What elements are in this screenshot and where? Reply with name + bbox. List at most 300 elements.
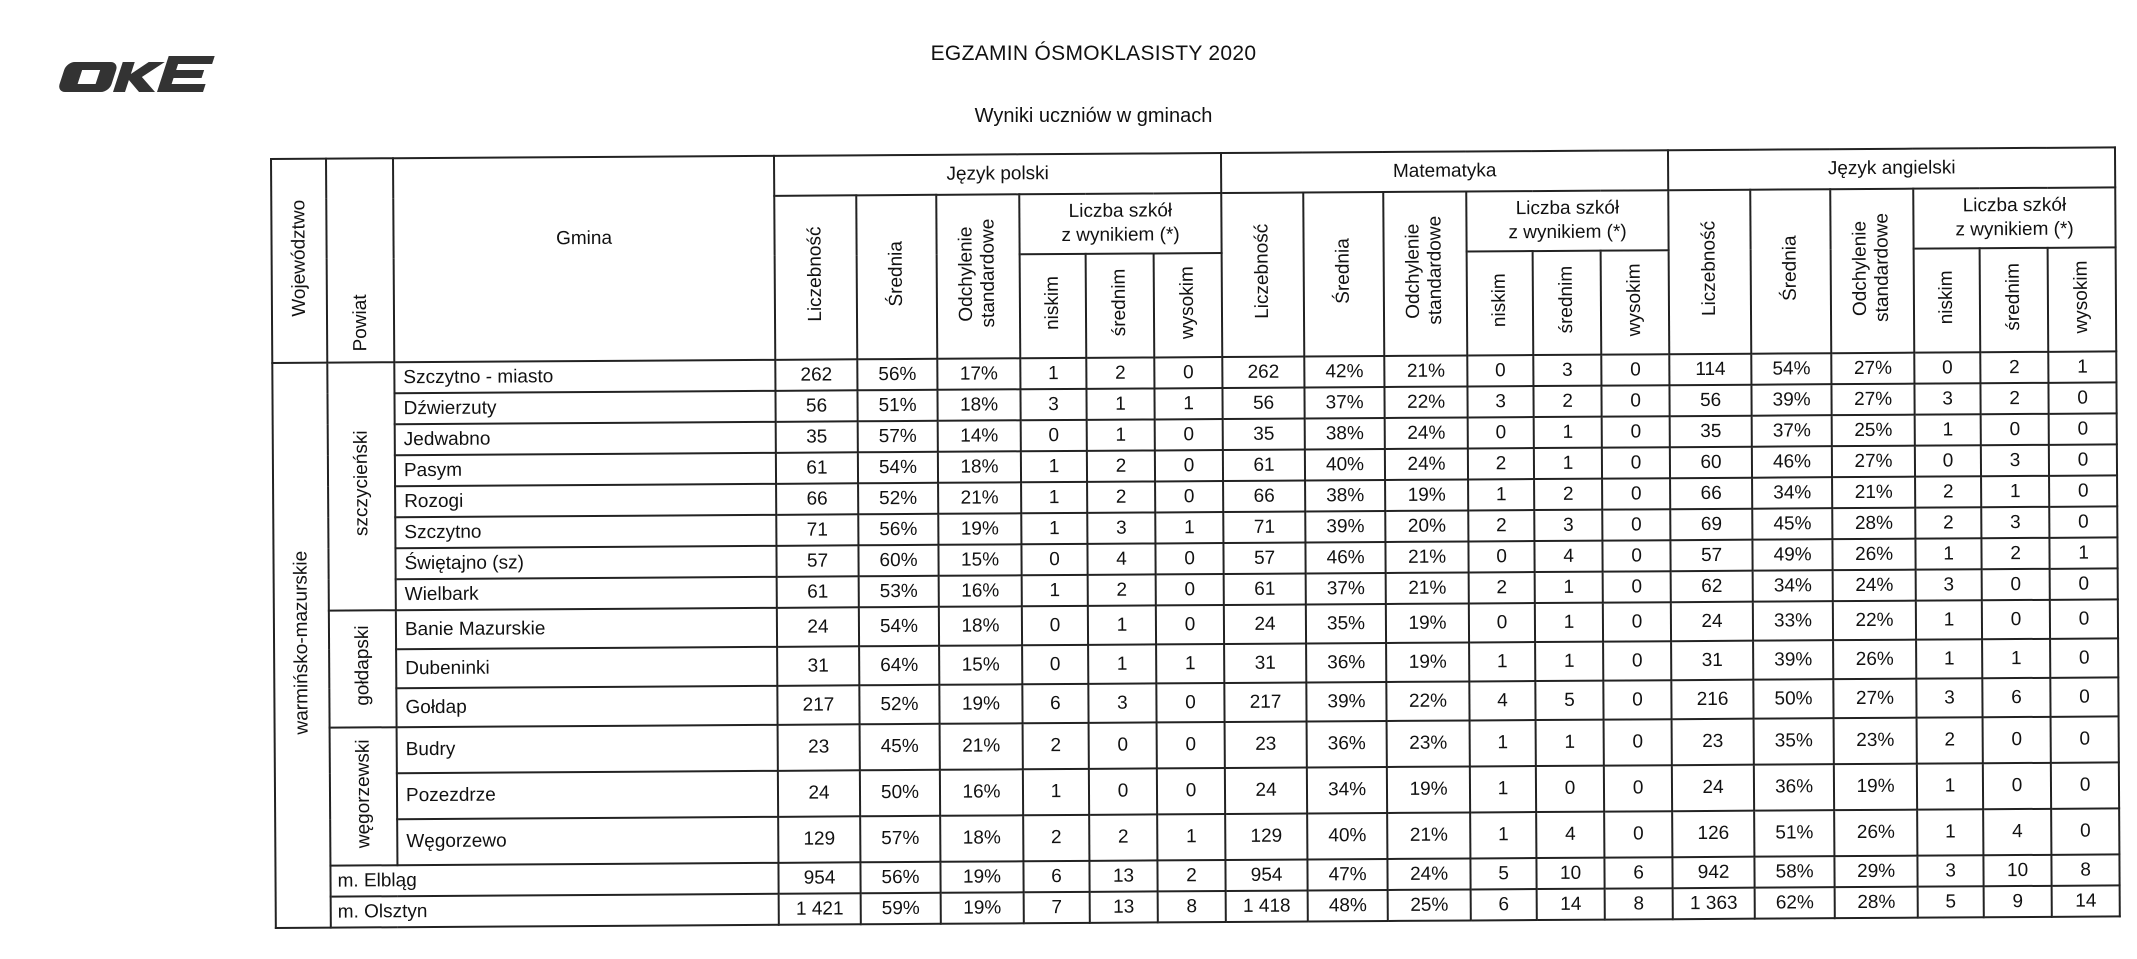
mat-value-cell: 1 bbox=[1534, 417, 1602, 448]
header-gmina: Gmina bbox=[393, 156, 775, 362]
ang-value-cell: 57 bbox=[1671, 540, 1753, 572]
ang-value-cell: 0 bbox=[2049, 475, 2117, 506]
mat-value-cell: 61 bbox=[1223, 450, 1305, 482]
header-ang-srednim: średnim bbox=[1980, 248, 2049, 352]
pl-value-cell: 0 bbox=[1155, 481, 1223, 512]
pl-value-cell: 2 bbox=[1087, 450, 1155, 481]
pl-value-cell: 57% bbox=[858, 421, 938, 453]
pl-value-cell: 31 bbox=[777, 646, 859, 686]
ang-value-cell: 14 bbox=[2052, 885, 2120, 916]
mat-value-cell: 4 bbox=[1469, 681, 1535, 720]
wojewodztwo-cell: warmińsko-mazurskie bbox=[272, 363, 331, 928]
pl-value-cell: 52% bbox=[859, 685, 939, 725]
pl-value-cell: 3 bbox=[1087, 512, 1155, 543]
pl-value-cell: 1 bbox=[1021, 482, 1087, 513]
pl-value-cell: 8 bbox=[1158, 891, 1226, 922]
mat-value-cell: 21% bbox=[1386, 572, 1469, 604]
header-ang-odchylenie: Odchylenie standardowe bbox=[1830, 189, 1914, 354]
ang-value-cell: 28% bbox=[1835, 887, 1918, 919]
ang-value-cell: 35% bbox=[1754, 718, 1834, 765]
mat-value-cell: 1 bbox=[1469, 642, 1535, 681]
mat-value-cell: 1 bbox=[1470, 720, 1536, 766]
pl-value-cell: 3 bbox=[1020, 389, 1086, 420]
gmina-cell: Banie Mazurskie bbox=[396, 608, 777, 649]
mat-value-cell: 2 bbox=[1468, 448, 1534, 479]
pl-value-cell: 0 bbox=[1156, 683, 1224, 722]
mat-value-cell: 19% bbox=[1386, 603, 1469, 643]
pl-value-cell: 2 bbox=[1157, 860, 1225, 891]
mat-value-cell: 36% bbox=[1306, 643, 1386, 683]
pl-value-cell: 1 bbox=[1156, 644, 1224, 683]
ang-value-cell: 24 bbox=[1672, 765, 1754, 812]
ang-value-cell: 3 bbox=[1916, 569, 1982, 600]
gmina-cell: Rozogi bbox=[395, 484, 776, 517]
pl-value-cell: 0 bbox=[1022, 645, 1088, 684]
mat-value-cell: 0 bbox=[1601, 354, 1669, 385]
header-mat-odchylenie: Odchylenie standardowe bbox=[1383, 191, 1467, 356]
header-ang-srednia: Średnia bbox=[1750, 189, 1831, 353]
ang-value-cell: 126 bbox=[1672, 811, 1754, 858]
mat-value-cell: 40% bbox=[1307, 813, 1387, 860]
ang-value-cell: 0 bbox=[2050, 599, 2118, 638]
gmina-cell: Wielbark bbox=[396, 577, 777, 610]
ang-value-cell: 58% bbox=[1755, 856, 1835, 888]
ang-value-cell: 114 bbox=[1669, 354, 1751, 386]
pl-value-cell: 0 bbox=[1155, 419, 1223, 450]
ang-value-cell: 27% bbox=[1831, 353, 1914, 385]
pl-value-cell: 35 bbox=[776, 421, 858, 453]
mat-value-cell: 57 bbox=[1224, 543, 1306, 575]
gmina-cell: m. Olsztyn bbox=[331, 894, 779, 928]
ang-value-cell: 8 bbox=[2052, 854, 2120, 885]
pl-value-cell: 53% bbox=[859, 576, 939, 608]
mat-value-cell: 0 bbox=[1604, 719, 1672, 765]
ang-value-cell: 1 bbox=[1916, 600, 1982, 639]
ang-value-cell: 69 bbox=[1670, 509, 1752, 541]
ang-value-cell: 2 bbox=[1980, 352, 2048, 383]
ang-value-cell: 26% bbox=[1834, 810, 1917, 857]
ang-value-cell: 66 bbox=[1670, 478, 1752, 510]
pl-value-cell: 71 bbox=[776, 514, 858, 546]
ang-value-cell: 29% bbox=[1835, 856, 1918, 888]
mat-value-cell: 1 418 bbox=[1226, 890, 1308, 922]
mat-value-cell: 38% bbox=[1305, 480, 1385, 512]
pl-value-cell: 1 bbox=[1088, 605, 1156, 644]
ang-value-cell: 34% bbox=[1752, 477, 1832, 509]
ang-value-cell: 1 bbox=[2050, 537, 2118, 568]
mat-value-cell: 22% bbox=[1385, 386, 1468, 418]
ang-value-cell: 0 bbox=[1914, 352, 1980, 383]
pl-value-cell: 0 bbox=[1156, 605, 1224, 644]
pl-value-cell: 2 bbox=[1086, 357, 1154, 388]
pl-value-cell: 2 bbox=[1089, 814, 1157, 860]
ang-value-cell: 5 bbox=[1918, 886, 1984, 917]
ang-value-cell: 23 bbox=[1672, 719, 1754, 766]
pl-value-cell: 4 bbox=[1087, 543, 1155, 574]
pl-value-cell: 60% bbox=[858, 545, 938, 577]
ang-value-cell: 2 bbox=[1981, 383, 2049, 414]
pl-value-cell: 19% bbox=[940, 861, 1023, 893]
mat-value-cell: 3 bbox=[1534, 510, 1602, 541]
gmina-cell: m. Elbląg bbox=[330, 863, 778, 897]
mat-value-cell: 10 bbox=[1537, 858, 1605, 889]
mat-value-cell: 42% bbox=[1304, 356, 1384, 388]
mat-value-cell: 61 bbox=[1224, 574, 1306, 606]
pl-value-cell: 0 bbox=[1157, 768, 1225, 814]
header-subject-angielski: Język angielski bbox=[1668, 147, 2115, 190]
pl-value-cell: 64% bbox=[859, 646, 939, 686]
ang-value-cell: 27% bbox=[1832, 446, 1915, 478]
mat-value-cell: 0 bbox=[1469, 541, 1535, 572]
header-pl-schools: Liczba szkół z wynikiem (*) bbox=[1019, 193, 1221, 254]
gmina-cell: Dubeninki bbox=[396, 647, 777, 688]
pl-value-cell: 18% bbox=[940, 815, 1023, 862]
mat-value-cell: 5 bbox=[1535, 681, 1603, 720]
pl-value-cell: 3 bbox=[1088, 683, 1156, 722]
mat-value-cell: 4 bbox=[1535, 541, 1603, 572]
mat-value-cell: 24% bbox=[1388, 858, 1471, 890]
header-ang-niskim: niskim bbox=[1914, 248, 1981, 352]
ang-value-cell: 1 bbox=[1917, 763, 1983, 809]
mat-value-cell: 37% bbox=[1306, 573, 1386, 605]
ang-value-cell: 2 bbox=[1982, 538, 2050, 569]
mat-value-cell: 0 bbox=[1469, 603, 1535, 642]
ang-value-cell: 26% bbox=[1833, 539, 1916, 571]
header-mat-srednim: średnim bbox=[1533, 251, 1602, 355]
powiat-cell: węgorzewski bbox=[330, 727, 398, 865]
mat-value-cell: 4 bbox=[1536, 812, 1604, 858]
pl-value-cell: 56% bbox=[860, 862, 940, 894]
pl-value-cell: 51% bbox=[857, 390, 937, 422]
pl-value-cell: 56% bbox=[857, 359, 937, 391]
pl-value-cell: 0 bbox=[1089, 768, 1157, 814]
mat-value-cell: 19% bbox=[1386, 642, 1469, 682]
ang-value-cell: 0 bbox=[2049, 506, 2117, 537]
pl-value-cell: 217 bbox=[777, 685, 859, 725]
ang-value-cell: 216 bbox=[1671, 680, 1753, 720]
pl-value-cell: 23 bbox=[778, 724, 860, 771]
powiat-cell: gołdapski bbox=[329, 610, 397, 727]
pl-value-cell: 1 bbox=[1155, 512, 1223, 543]
ang-value-cell: 56 bbox=[1670, 385, 1752, 417]
mat-value-cell: 39% bbox=[1305, 511, 1385, 543]
gmina-cell: Dźwierzuty bbox=[394, 391, 775, 424]
mat-value-cell: 47% bbox=[1308, 859, 1388, 891]
mat-value-cell: 71 bbox=[1223, 512, 1305, 544]
ang-value-cell: 26% bbox=[1833, 640, 1916, 680]
pl-value-cell: 0 bbox=[1155, 450, 1223, 481]
pl-value-cell: 1 bbox=[1020, 358, 1086, 389]
pl-value-cell: 1 421 bbox=[779, 893, 861, 925]
document-subtitle: Wyniki uczniów w gminach bbox=[974, 105, 1213, 127]
ang-value-cell: 0 bbox=[2050, 638, 2118, 677]
ang-value-cell: 33% bbox=[1753, 601, 1833, 641]
mat-value-cell: 2 bbox=[1534, 479, 1602, 510]
pl-value-cell: 21% bbox=[940, 723, 1023, 770]
pl-value-cell: 21% bbox=[938, 482, 1021, 514]
header-mat-schools: Liczba szkół z wynikiem (*) bbox=[1466, 190, 1668, 251]
mat-value-cell: 14 bbox=[1537, 889, 1605, 920]
ang-value-cell: 49% bbox=[1753, 539, 1833, 571]
ang-value-cell: 25% bbox=[1832, 415, 1915, 447]
pl-value-cell: 2 bbox=[1023, 815, 1089, 861]
ang-value-cell: 22% bbox=[1833, 601, 1916, 641]
header-ang-wysokim: wysokim bbox=[2048, 247, 2117, 351]
mat-value-cell: 0 bbox=[1468, 417, 1534, 448]
pl-value-cell: 129 bbox=[778, 816, 860, 863]
mat-value-cell: 129 bbox=[1225, 813, 1307, 860]
ang-value-cell: 4 bbox=[1983, 809, 2051, 855]
header-pl-niskim: niskim bbox=[1020, 254, 1087, 358]
pl-value-cell: 0 bbox=[1154, 357, 1222, 388]
mat-value-cell: 262 bbox=[1222, 357, 1304, 389]
mat-value-cell: 0 bbox=[1536, 766, 1604, 812]
mat-value-cell: 0 bbox=[1603, 540, 1671, 571]
pl-value-cell: 13 bbox=[1089, 860, 1157, 891]
header-mat-wysokim: wysokim bbox=[1601, 250, 1670, 354]
ang-value-cell: 3 bbox=[1916, 678, 1982, 717]
results-table bbox=[270, 146, 2121, 929]
ang-value-cell: 2 bbox=[1917, 717, 1983, 763]
pl-value-cell: 1 bbox=[1157, 814, 1225, 860]
header-powiat: Powiat bbox=[326, 158, 394, 362]
pl-value-cell: 61 bbox=[776, 452, 858, 484]
ang-value-cell: 0 bbox=[2050, 677, 2118, 716]
mat-value-cell: 2 bbox=[1534, 386, 1602, 417]
ang-value-cell: 1 bbox=[1982, 639, 2050, 678]
ang-value-cell: 1 bbox=[2048, 351, 2116, 382]
mat-value-cell: 66 bbox=[1223, 481, 1305, 513]
pl-value-cell: 1 bbox=[1022, 575, 1088, 606]
mat-value-cell: 1 bbox=[1535, 572, 1603, 603]
header-pl-odchylenie: Odchylenie standardowe bbox=[936, 194, 1020, 359]
ang-value-cell: 35 bbox=[1670, 416, 1752, 448]
ang-value-cell: 1 bbox=[1981, 476, 2049, 507]
ang-value-cell: 45% bbox=[1752, 508, 1832, 540]
header-ang-liczebnosc: Liczebność bbox=[1668, 190, 1751, 355]
header-mat-liczebnosc: Liczebność bbox=[1221, 193, 1304, 358]
pl-value-cell: 57% bbox=[860, 816, 940, 863]
ang-value-cell: 28% bbox=[1832, 508, 1915, 540]
header-pl-srednia: Średnia bbox=[856, 195, 937, 359]
mat-value-cell: 0 bbox=[1467, 355, 1533, 386]
pl-value-cell: 0 bbox=[1156, 574, 1224, 605]
ang-value-cell: 0 bbox=[1983, 717, 2051, 763]
pl-value-cell: 19% bbox=[938, 513, 1021, 545]
mat-value-cell: 0 bbox=[1602, 478, 1670, 509]
mat-value-cell: 954 bbox=[1226, 859, 1308, 891]
pl-value-cell: 16% bbox=[940, 769, 1023, 816]
ang-value-cell: 10 bbox=[1984, 855, 2052, 886]
pl-value-cell: 24 bbox=[778, 770, 860, 817]
ang-value-cell: 24% bbox=[1833, 570, 1916, 602]
gmina-cell: Gołdap bbox=[396, 686, 777, 727]
mat-value-cell: 0 bbox=[1603, 571, 1671, 602]
mat-value-cell: 3 bbox=[1533, 355, 1601, 386]
pl-value-cell: 6 bbox=[1022, 684, 1088, 723]
ang-value-cell: 3 bbox=[1981, 445, 2049, 476]
pl-value-cell: 2 bbox=[1088, 574, 1156, 605]
gmina-cell: Budry bbox=[397, 725, 778, 773]
ang-value-cell: 0 bbox=[2051, 808, 2119, 854]
ang-value-cell: 0 bbox=[2051, 716, 2119, 762]
ang-value-cell: 31 bbox=[1671, 641, 1753, 681]
pl-value-cell: 24 bbox=[777, 607, 859, 647]
ang-value-cell: 60 bbox=[1670, 447, 1752, 479]
mat-value-cell: 24% bbox=[1385, 417, 1468, 449]
mat-value-cell: 0 bbox=[1603, 641, 1671, 680]
pl-value-cell: 15% bbox=[939, 645, 1022, 685]
mat-value-cell: 46% bbox=[1306, 542, 1386, 574]
mat-value-cell: 21% bbox=[1386, 541, 1469, 573]
header-subject-matematyka: Matematyka bbox=[1221, 150, 1668, 193]
mat-value-cell: 1 bbox=[1470, 812, 1536, 858]
powiat-cell: szczycieński bbox=[327, 362, 396, 610]
mat-value-cell: 38% bbox=[1305, 418, 1385, 450]
ang-value-cell: 50% bbox=[1753, 679, 1833, 719]
mat-value-cell: 20% bbox=[1385, 510, 1468, 542]
header-pl-liczebnosc: Liczebność bbox=[774, 195, 857, 360]
pl-value-cell: 56% bbox=[858, 514, 938, 546]
gmina-cell: Jedwabno bbox=[395, 422, 776, 455]
pl-value-cell: 1 bbox=[1154, 388, 1222, 419]
gmina-cell: Szczytno bbox=[395, 515, 776, 548]
ang-value-cell: 3 bbox=[1981, 507, 2049, 538]
ang-value-cell: 1 bbox=[1916, 538, 1982, 569]
mat-value-cell: 0 bbox=[1602, 385, 1670, 416]
mat-value-cell: 23 bbox=[1225, 721, 1307, 768]
ang-value-cell: 62 bbox=[1671, 571, 1753, 603]
pl-value-cell: 1 bbox=[1021, 451, 1087, 482]
ang-value-cell: 24 bbox=[1671, 602, 1753, 642]
pl-value-cell: 13 bbox=[1090, 891, 1158, 922]
header-mat-niskim: niskim bbox=[1467, 251, 1534, 355]
ang-value-cell: 39% bbox=[1752, 384, 1832, 416]
pl-value-cell: 19% bbox=[939, 684, 1022, 724]
document-title: EGZAMIN ÓSMOKLASISTY 2020 bbox=[930, 42, 1257, 65]
pl-value-cell: 6 bbox=[1023, 861, 1089, 892]
mat-value-cell: 217 bbox=[1224, 682, 1306, 722]
gmina-cell: Węgorzewo bbox=[397, 817, 778, 865]
pl-value-cell: 1 bbox=[1087, 419, 1155, 450]
ang-value-cell: 39% bbox=[1753, 640, 1833, 680]
ang-value-cell: 37% bbox=[1752, 415, 1832, 447]
pl-value-cell: 1 bbox=[1088, 644, 1156, 683]
ang-value-cell: 2 bbox=[1915, 507, 1981, 538]
pl-value-cell: 2 bbox=[1087, 481, 1155, 512]
mat-value-cell: 31 bbox=[1224, 643, 1306, 683]
pl-value-cell: 0 bbox=[1021, 420, 1087, 451]
mat-value-cell: 6 bbox=[1605, 857, 1673, 888]
header-pl-srednim: średnim bbox=[1086, 253, 1155, 357]
pl-value-cell: 54% bbox=[859, 607, 939, 647]
header-wojewodztwo: Województwo bbox=[271, 159, 327, 363]
ang-value-cell: 0 bbox=[2049, 444, 2117, 475]
header-pl-wysokim: wysokim bbox=[1154, 253, 1223, 357]
mat-value-cell: 0 bbox=[1602, 416, 1670, 447]
ang-value-cell: 3 bbox=[1918, 855, 1984, 886]
pl-value-cell: 61 bbox=[777, 576, 859, 608]
pl-value-cell: 0 bbox=[1155, 543, 1223, 574]
pl-value-cell: 50% bbox=[860, 770, 940, 817]
ang-value-cell: 1 bbox=[1916, 639, 1982, 678]
mat-value-cell: 1 bbox=[1535, 603, 1603, 642]
pl-value-cell: 1 bbox=[1023, 769, 1089, 815]
mat-value-cell: 0 bbox=[1604, 811, 1672, 857]
mat-value-cell: 0 bbox=[1602, 509, 1670, 540]
ang-value-cell: 942 bbox=[1673, 857, 1755, 889]
pl-value-cell: 52% bbox=[858, 483, 938, 515]
mat-value-cell: 22% bbox=[1386, 681, 1469, 721]
mat-value-cell: 35% bbox=[1306, 604, 1386, 644]
pl-value-cell: 45% bbox=[860, 724, 940, 771]
mat-value-cell: 24 bbox=[1224, 605, 1306, 645]
gmina-cell: Szczytno - miasto bbox=[394, 360, 775, 393]
mat-value-cell: 0 bbox=[1602, 447, 1670, 478]
pl-value-cell: 954 bbox=[778, 862, 860, 894]
ang-value-cell: 3 bbox=[1915, 383, 1981, 414]
pl-value-cell: 19% bbox=[941, 892, 1024, 924]
pl-value-cell: 16% bbox=[939, 575, 1022, 607]
ang-value-cell: 6 bbox=[1982, 678, 2050, 717]
ang-value-cell: 54% bbox=[1751, 353, 1831, 385]
pl-value-cell: 14% bbox=[938, 420, 1021, 452]
mat-value-cell: 21% bbox=[1384, 355, 1467, 387]
results-table-wrapper bbox=[270, 146, 2118, 929]
mat-value-cell: 37% bbox=[1305, 387, 1385, 419]
mat-value-cell: 25% bbox=[1388, 889, 1471, 921]
ang-value-cell: 0 bbox=[1983, 763, 2051, 809]
mat-value-cell: 39% bbox=[1306, 682, 1386, 722]
pl-value-cell: 2 bbox=[1023, 723, 1089, 769]
results-table-body bbox=[272, 351, 2120, 928]
pl-value-cell: 18% bbox=[938, 451, 1021, 483]
ang-value-cell: 0 bbox=[2049, 413, 2117, 444]
mat-value-cell: 34% bbox=[1307, 767, 1387, 814]
gmina-cell: Pozezdrze bbox=[397, 771, 778, 819]
mat-value-cell: 48% bbox=[1308, 890, 1388, 922]
mat-value-cell: 0 bbox=[1604, 765, 1672, 811]
pl-value-cell: 1 bbox=[1086, 388, 1154, 419]
pl-value-cell: 0 bbox=[1022, 606, 1088, 645]
mat-value-cell: 1 bbox=[1535, 642, 1603, 681]
pl-value-cell: 54% bbox=[858, 452, 938, 484]
ang-value-cell: 27% bbox=[1833, 679, 1916, 719]
mat-value-cell: 21% bbox=[1387, 812, 1470, 859]
ang-value-cell: 23% bbox=[1834, 718, 1917, 765]
ang-value-cell: 19% bbox=[1834, 764, 1917, 811]
mat-value-cell: 3 bbox=[1468, 386, 1534, 417]
mat-value-cell: 1 bbox=[1468, 479, 1534, 510]
header-subject-polski: Język polski bbox=[774, 153, 1221, 196]
ang-value-cell: 36% bbox=[1754, 764, 1834, 811]
ang-value-cell: 0 bbox=[1982, 569, 2050, 600]
mat-value-cell: 36% bbox=[1307, 721, 1387, 768]
gmina-cell: Pasym bbox=[395, 453, 776, 486]
mat-value-cell: 19% bbox=[1387, 766, 1470, 813]
mat-value-cell: 24 bbox=[1225, 767, 1307, 814]
mat-value-cell: 23% bbox=[1387, 720, 1470, 767]
header-mat-srednia: Średnia bbox=[1303, 192, 1384, 356]
mat-value-cell: 6 bbox=[1471, 889, 1537, 920]
mat-value-cell: 35 bbox=[1223, 419, 1305, 451]
mat-value-cell: 1 bbox=[1470, 766, 1536, 812]
ang-value-cell: 34% bbox=[1753, 570, 1833, 602]
mat-value-cell: 56 bbox=[1223, 388, 1305, 420]
ang-value-cell: 0 bbox=[1981, 414, 2049, 445]
mat-value-cell: 2 bbox=[1469, 572, 1535, 603]
pl-value-cell: 56 bbox=[775, 390, 857, 422]
